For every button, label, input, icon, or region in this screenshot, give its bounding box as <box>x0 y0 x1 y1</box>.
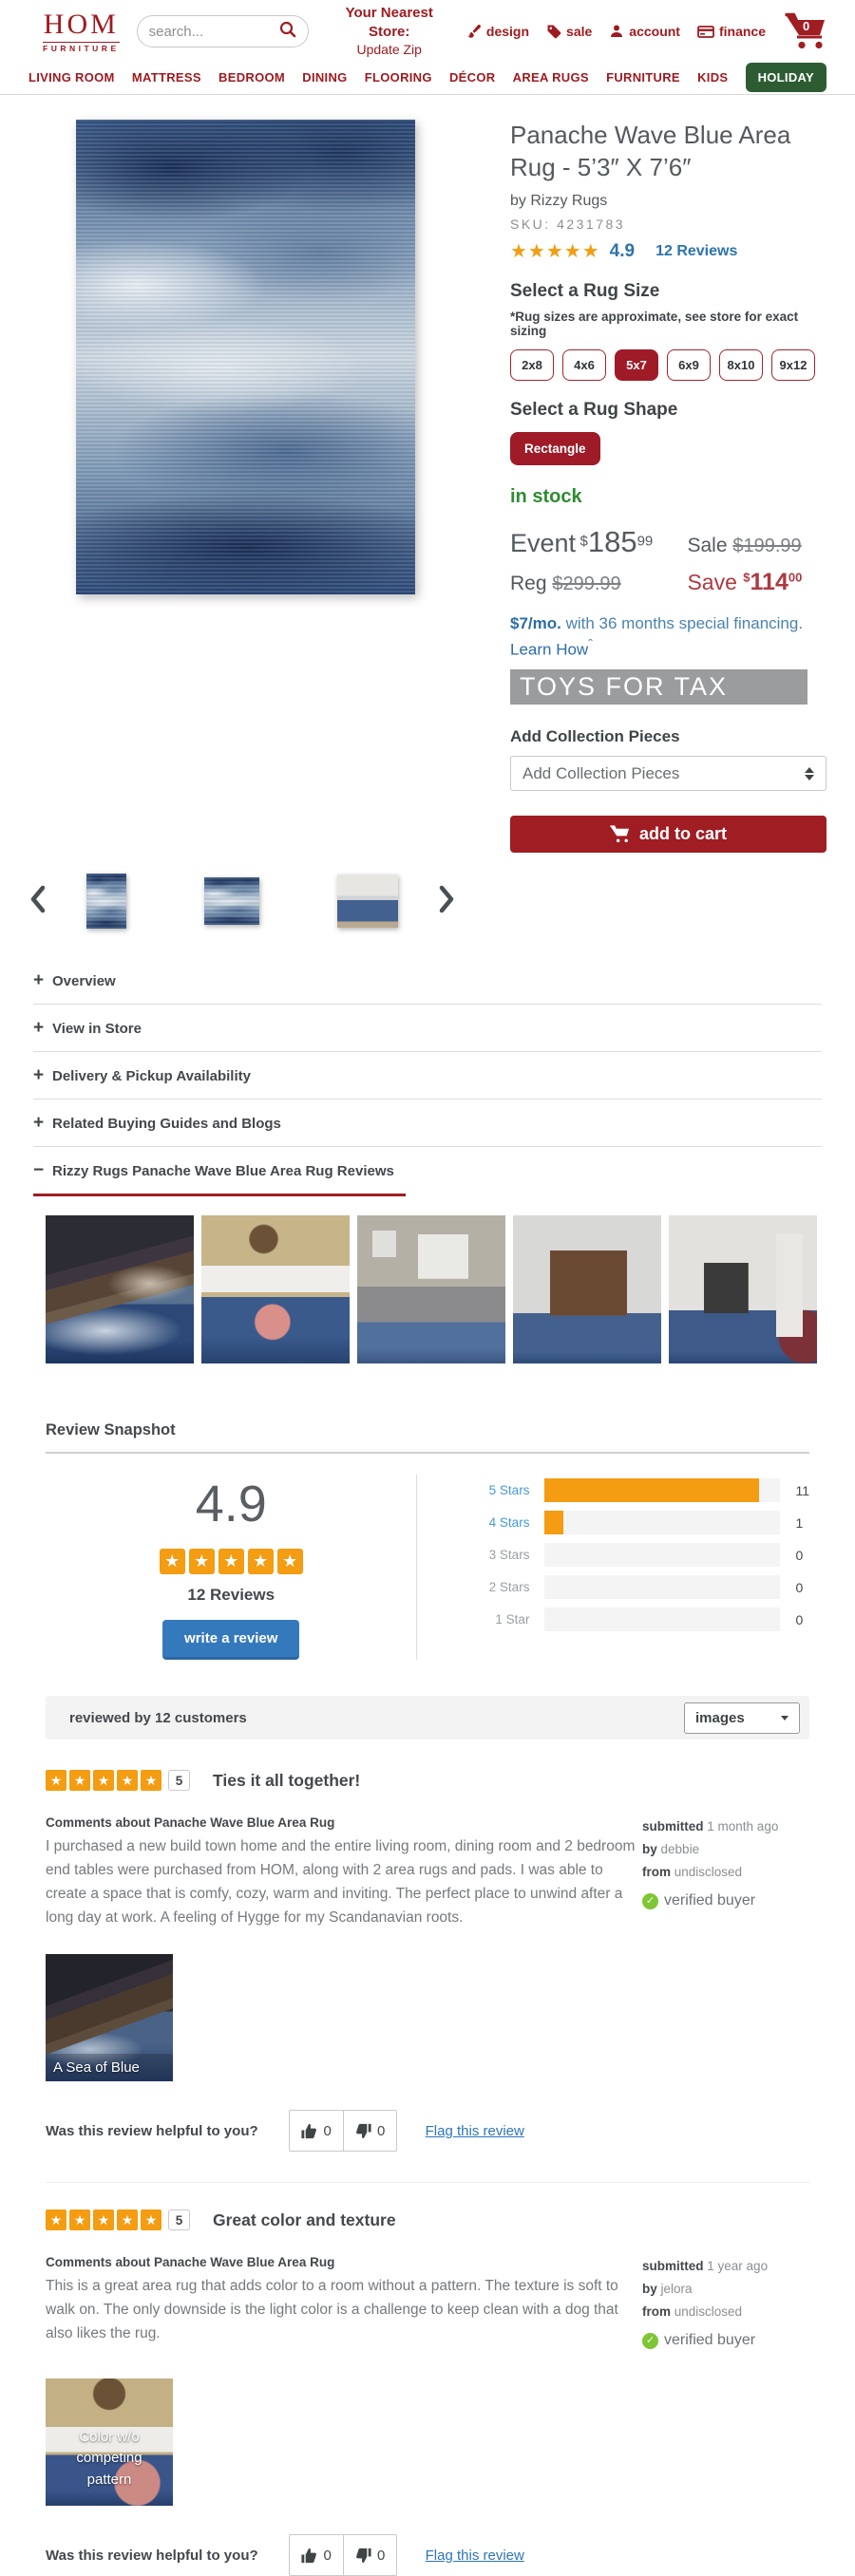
accordion-overview-label: Overview <box>52 972 116 989</box>
star-icon: ★ <box>69 2209 90 2230</box>
histogram-row-5 <box>476 1478 809 1502</box>
finance-label: finance <box>718 24 766 39</box>
search-icon[interactable] <box>279 21 296 43</box>
size-option-4x6[interactable]: 4x6 <box>562 349 606 381</box>
product-section <box>0 95 855 853</box>
update-zip-link[interactable]: Update Zip <box>356 42 422 58</box>
collection-select[interactable] <box>510 756 826 791</box>
accordion-delivery-header[interactable] <box>33 1065 822 1086</box>
histogram-count-1: 0 <box>795 1611 804 1627</box>
histogram-bar <box>544 1511 563 1534</box>
updown-caret-icon <box>805 767 814 780</box>
histogram-label-4-stars[interactable]: 4 Stars <box>488 1515 530 1531</box>
logo-main-text: HOM <box>43 8 119 40</box>
accordion-reviews-expanded <box>33 1146 822 1382</box>
collection-select-value: Add Collection Pieces <box>522 763 680 782</box>
size-option-5x7-selected[interactable]: 5x7 <box>615 349 658 381</box>
design-label: design <box>485 24 530 39</box>
review-body-text: I purchased a new build town home and the entire living room, dining room and 2 bedroom end tables were purchased from HOM, along with 2 area rugs and pads. I was able to create a space that is comfy, cozy, warm and inviting. The perfect place to unwind after a long day at work. A feeling of Hygge for my Scandanavian roots. <box>46 1838 636 1926</box>
reviewed-by-bar <box>46 1696 809 1739</box>
thumbs-down-button[interactable] <box>343 2535 396 2575</box>
helpful-vote-buttons <box>289 2110 397 2152</box>
check-icon: ✓ <box>642 2333 658 2349</box>
rating-histogram <box>416 1475 809 1660</box>
review-author: debbie <box>660 1841 700 1856</box>
account-link[interactable] <box>609 24 680 39</box>
thumb-down-icon <box>354 2547 372 2565</box>
sale-price-value: $199.99 <box>732 535 802 556</box>
total-reviews: 12 Reviews <box>187 1586 276 1605</box>
save-dollars: 114 <box>750 568 788 595</box>
shape-option-rectangle[interactable]: Rectangle <box>510 432 600 465</box>
histogram-track <box>544 1543 780 1567</box>
star-icon: ★ <box>69 1770 90 1791</box>
from-label: from <box>642 1864 671 1879</box>
thumb-down-icon <box>354 2122 372 2140</box>
finance-link[interactable] <box>697 24 766 39</box>
learn-how-link[interactable]: Learn How <box>510 640 589 659</box>
cart-icon <box>610 825 631 843</box>
chevron-right-icon[interactable] <box>437 885 456 918</box>
review-photo[interactable] <box>46 1954 173 2081</box>
save-label: Save <box>687 569 737 594</box>
histogram-track <box>544 1608 780 1631</box>
histogram-label-2-stars: 2 Stars <box>488 1580 530 1595</box>
review-location: undisclosed <box>674 2303 743 2319</box>
review-body-text: This is a great area rug that adds color to a room without a pattern. The texture is soft to walk on. The only downside is the light color is a challenge to keep clean with a dog that also likes the rug. <box>46 2278 618 2342</box>
nav-furniture[interactable]: FURNITURE <box>606 70 680 85</box>
average-rating: 4.9 <box>195 1476 267 1533</box>
rating-value: 4.9 <box>609 240 636 261</box>
size-option-2x8[interactable]: 2x8 <box>510 349 554 381</box>
average-star-badges <box>46 1549 416 1574</box>
verified-buyer-row <box>642 1888 809 1914</box>
star-icon: ★ <box>277 1549 303 1574</box>
submitted-label: submitted <box>642 2259 704 2274</box>
hom-logo[interactable] <box>43 10 120 53</box>
histogram-track <box>544 1478 780 1502</box>
accordion-guides-header[interactable] <box>33 1113 822 1134</box>
star-icon: ★ <box>93 1770 114 1791</box>
accordion-guides-label: Related Buying Guides and Blogs <box>52 1115 281 1132</box>
cart-count-badge: 0 <box>803 19 810 33</box>
review-photo[interactable] <box>46 2379 173 2506</box>
accordion-guides <box>33 1099 822 1146</box>
product-info <box>510 120 826 853</box>
thumbs-up-count: 0 <box>323 2122 332 2139</box>
from-label: from <box>642 2303 671 2319</box>
person-icon <box>609 24 624 39</box>
reg-price <box>510 573 687 595</box>
comments-about-label: Comments about Panache Wave Blue Area Rug <box>46 1815 335 1831</box>
review-star-badges <box>46 1770 162 1791</box>
toys-for-tax-banner[interactable]: TOYS FOR TAX <box>510 669 808 705</box>
flag-review-link[interactable]: Flag this review <box>425 2547 524 2564</box>
thumbnail-rug-in-room[interactable] <box>337 874 398 928</box>
review-title: Great color and texture <box>213 2209 396 2229</box>
sale-link[interactable] <box>546 24 592 39</box>
search-box[interactable] <box>137 15 309 47</box>
reg-price-value: $299.99 <box>552 573 621 594</box>
product-brand: by Rizzy Rugs <box>510 192 608 209</box>
size-option-6x9[interactable]: 6x9 <box>667 349 711 381</box>
star-icon: ★ <box>117 2209 138 2230</box>
size-heading: Select a Rug Size <box>510 280 660 301</box>
nav-kids[interactable]: KIDS <box>697 70 729 85</box>
paintbrush-icon <box>466 24 482 39</box>
review-snapshot <box>0 1421 855 1660</box>
reviews-count-link[interactable]: 12 Reviews <box>656 242 738 259</box>
thumbs-up-button[interactable] <box>290 2111 343 2151</box>
accordion-overview-header[interactable] <box>33 970 822 991</box>
header-quick-links <box>466 24 766 39</box>
accordion-view-in-store <box>33 1004 822 1051</box>
star-icon: ★ <box>141 1770 162 1791</box>
histogram-label-3-stars: 3 Stars <box>488 1548 530 1563</box>
customer-photo-fireplace[interactable] <box>669 1215 817 1363</box>
thumbs-up-count: 0 <box>323 2547 332 2564</box>
histogram-count-3: 0 <box>795 1547 804 1563</box>
header <box>0 0 855 61</box>
design-link[interactable] <box>466 24 529 39</box>
thumbs-down-button[interactable] <box>343 2111 396 2151</box>
plus-icon: + <box>33 1065 45 1086</box>
review-title: Ties it all together! <box>213 1770 361 1790</box>
nearest-store <box>328 4 451 58</box>
by-label: by <box>642 1841 657 1856</box>
add-to-cart-button[interactable] <box>510 816 826 853</box>
star-icon: ★ <box>117 1770 138 1791</box>
save-symbol: $ <box>743 569 750 584</box>
product-main-image[interactable] <box>76 120 415 594</box>
thumb-up-icon <box>300 2547 318 2565</box>
histogram-row-3 <box>476 1543 809 1567</box>
event-price-dollars: 185 <box>587 524 637 558</box>
review-rating-value: 5 <box>168 1770 190 1791</box>
review-star-badges <box>46 2209 162 2230</box>
save-cents: 00 <box>788 569 803 584</box>
product-title: Panache Wave Blue Area Rug - 5’3″ X 7’6″ <box>510 121 791 181</box>
financing-line <box>510 611 826 663</box>
nav-flooring[interactable]: FLOORING <box>364 70 432 85</box>
review-meta <box>642 2255 809 2354</box>
star-icon: ★ <box>218 1549 244 1574</box>
customer-photo-piano[interactable] <box>513 1215 661 1363</box>
submitted-label: submitted <box>642 1819 704 1834</box>
caret-up-icon: ˆ <box>588 637 593 653</box>
account-label: account <box>629 24 680 39</box>
verified-buyer-label: verified buyer <box>664 1892 756 1909</box>
accordion-reviews-header[interactable] <box>33 1160 822 1181</box>
event-price-label: Event <box>510 528 577 557</box>
helpful-question: Was this review helpful to you? <box>46 2547 258 2564</box>
credit-card-icon <box>697 25 714 39</box>
nearest-store-label: Your Nearest Store: <box>345 5 433 40</box>
accordion-view-in-store-label: View in Store <box>52 1020 142 1037</box>
thumb-up-icon <box>300 2122 318 2140</box>
star-icon: ★ <box>93 2209 114 2230</box>
image-carousel <box>28 874 456 929</box>
review-filter-select[interactable] <box>684 1702 800 1734</box>
review-location: undisclosed <box>674 1864 743 1879</box>
histogram-label-5-stars[interactable]: 5 Stars <box>488 1483 530 1498</box>
sale-label: sale <box>566 24 593 39</box>
customer-photo-dining[interactable] <box>46 1215 194 1363</box>
accordion-delivery <box>33 1051 822 1099</box>
reviewed-by-text: reviewed by 12 customers <box>69 1709 247 1726</box>
nav-living-room[interactable]: LIVING ROOM <box>28 70 115 85</box>
size-option-8x10[interactable]: 8x10 <box>719 349 763 381</box>
star-icon: ★ <box>160 1549 185 1574</box>
helpful-question: Was this review helpful to you? <box>46 2122 258 2139</box>
review-item <box>46 2182 809 2576</box>
chevron-left-icon[interactable] <box>28 885 48 918</box>
histogram-row-4 <box>476 1511 809 1534</box>
thumbs-down-count: 0 <box>376 2547 386 2564</box>
logo-divider <box>43 42 120 43</box>
snapshot-summary <box>46 1475 416 1660</box>
accordion-view-in-store-header[interactable] <box>33 1018 822 1039</box>
histogram-track <box>544 1511 780 1534</box>
star-icon: ★ <box>189 1549 215 1574</box>
nav-mattress[interactable]: MATTRESS <box>131 70 201 85</box>
star-icon: ★ <box>141 2209 162 2230</box>
review-filter-value: images <box>695 1709 745 1726</box>
nav-area-rugs[interactable]: AREA RUGS <box>512 70 589 85</box>
nav-holiday[interactable]: HOLIDAY <box>746 63 826 92</box>
comments-about-label: Comments about Panache Wave Blue Area Rug <box>46 2255 335 2270</box>
verified-buyer-label: verified buyer <box>664 2332 756 2349</box>
collection-label: Add Collection Pieces <box>510 727 680 746</box>
cart-button[interactable] <box>785 12 828 50</box>
thumbs-up-button[interactable] <box>290 2535 343 2575</box>
event-price-cents: 99 <box>636 533 654 550</box>
product-rating-row <box>510 241 826 262</box>
helpful-row <box>46 2110 809 2152</box>
shape-heading: Select a Rug Shape <box>510 399 678 420</box>
star-icon: ★★★★★ <box>510 240 600 262</box>
review-meta <box>642 1815 809 1929</box>
logo-sub-text: FURNITURE <box>43 43 120 53</box>
size-option-9x12[interactable]: 9x12 <box>771 349 815 381</box>
review-author: jelora <box>660 2282 693 2297</box>
chevron-down-icon <box>781 1716 788 1720</box>
main-nav <box>0 61 855 95</box>
accordion-list <box>0 957 855 1382</box>
thumbnail-rug-angled[interactable] <box>204 877 259 925</box>
accordion-delivery-label: Delivery & Pickup Availability <box>52 1067 251 1084</box>
helpful-row <box>46 2534 809 2576</box>
histogram-row-2 <box>476 1575 809 1599</box>
review-rating-value: 5 <box>168 2209 190 2230</box>
stock-status: in stock <box>510 485 582 507</box>
thumbs-down-count: 0 <box>376 2122 386 2139</box>
check-icon: ✓ <box>642 1893 658 1909</box>
financing-text: with 36 months special financing. <box>560 613 804 632</box>
customer-photo-living-room[interactable] <box>201 1215 350 1363</box>
plus-icon: + <box>33 1018 45 1039</box>
histogram-row-1 <box>476 1608 809 1631</box>
customer-photo-recliners[interactable] <box>357 1215 505 1363</box>
reg-price-label: Reg <box>510 572 547 594</box>
add-to-cart-label: add to cart <box>638 824 727 844</box>
search-input[interactable] <box>149 24 279 40</box>
submitted-value: 1 month ago <box>707 1819 779 1834</box>
histogram-count-4: 1 <box>795 1514 804 1531</box>
by-label: by <box>642 2282 657 2297</box>
submitted-value: 1 year ago <box>707 2259 769 2274</box>
review-photo-caption: A Sea of Blue <box>46 2054 173 2081</box>
financing-monthly: $7/mo. <box>510 613 561 632</box>
tag-icon <box>546 24 561 39</box>
thumbnail-list <box>48 874 437 929</box>
plus-icon: + <box>33 970 45 991</box>
size-note: *Rug sizes are approximate, see store for exact sizing <box>510 309 799 338</box>
nav-bedroom[interactable]: BEDROOM <box>218 70 286 85</box>
sale-price-label: Sale <box>687 534 728 556</box>
histogram-count-2: 0 <box>795 1579 804 1595</box>
histogram-label-1-star: 1 Star <box>495 1612 530 1627</box>
divider <box>46 1452 809 1454</box>
star-icon: ★ <box>248 1549 274 1574</box>
product-sku: SKU: 4231783 <box>510 216 626 232</box>
review-snapshot-heading: Review Snapshot <box>46 1421 176 1439</box>
histogram-count-5: 11 <box>795 1482 809 1498</box>
star-icon: ★ <box>46 1770 66 1791</box>
review-item <box>46 1770 809 2152</box>
review-photo-caption: Color w/o competing pattern <box>76 2428 142 2488</box>
nav-decor[interactable]: DÉCOR <box>448 70 496 85</box>
write-review-button[interactable]: write a review <box>162 1620 299 1660</box>
accordion-overview <box>33 957 822 1004</box>
save-amount <box>687 569 826 596</box>
accordion-reviews-label: Rizzy Rugs Panache Wave Blue Area Rug Reviews <box>52 1162 394 1179</box>
nav-dining[interactable]: DINING <box>302 70 348 85</box>
minus-icon: − <box>33 1160 45 1181</box>
flag-review-link[interactable]: Flag this review <box>425 2122 524 2139</box>
customer-photo-strip <box>46 1215 809 1363</box>
star-icon: ★ <box>46 2209 66 2230</box>
size-options <box>510 349 826 381</box>
active-section-underline <box>33 1194 406 1196</box>
event-price <box>510 525 687 559</box>
verified-buyer-row <box>642 2327 809 2354</box>
sale-price <box>687 535 826 557</box>
histogram-bar <box>544 1478 759 1502</box>
helpful-vote-buttons <box>289 2534 397 2576</box>
event-price-symbol: $ <box>580 533 588 550</box>
histogram-track <box>544 1575 780 1599</box>
thumbnail-rug-flat[interactable] <box>86 874 126 929</box>
plus-icon: + <box>33 1113 45 1134</box>
price-block <box>510 525 826 596</box>
